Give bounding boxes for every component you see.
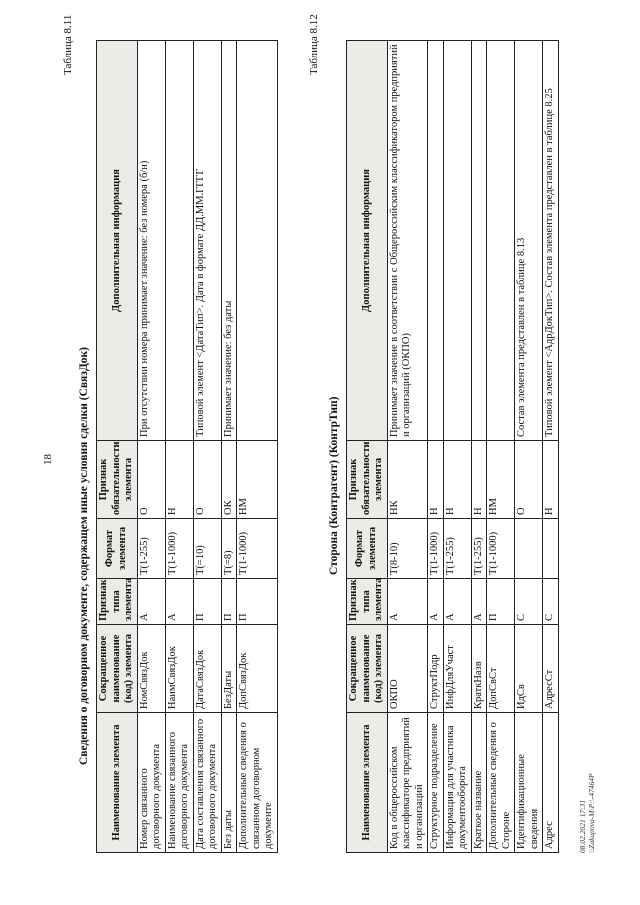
table-row	[165, 41, 193, 853]
table-row	[443, 41, 471, 853]
table-cell: Адрес	[543, 713, 559, 853]
table-cell: НаимСвязДок	[165, 625, 193, 713]
table2-title: Сторона (Контрагент) (КонтрТип)	[328, 396, 340, 575]
table-cell: Т(1-1000)	[165, 519, 193, 579]
table-cell: Без даты	[221, 713, 237, 853]
table-cell: Дополнительные сведения о Стороне	[487, 713, 515, 853]
table-cell: С	[515, 579, 543, 625]
page-number: 18	[42, 454, 54, 465]
table-cell	[443, 41, 471, 441]
table-cell	[428, 41, 444, 441]
table-cell: ОК	[221, 441, 237, 519]
table-cell: Т(1-255)	[443, 519, 471, 579]
table-row	[137, 41, 165, 853]
table-cell: С	[543, 579, 559, 625]
table-cell: НМ	[487, 441, 515, 519]
header-cell: Сокращенное наименование (код) элемента	[347, 625, 388, 713]
table-cell: Наименование связанного договорного документа	[165, 713, 193, 853]
table-cell: Идентификационные сведения	[515, 713, 543, 853]
table-row	[487, 41, 515, 853]
table-cell: Состав элемента представлен в таблице 8.13	[515, 41, 543, 441]
table-cell: О	[193, 441, 221, 519]
table-row	[221, 41, 237, 853]
table-cell: Структурное подразделение	[428, 713, 444, 853]
table-cell: Н	[165, 441, 193, 519]
table-cell: Н	[443, 441, 471, 519]
table-cell: НомСвязДок	[137, 625, 165, 713]
table-cell: При отсутствии номера принимает значение: без номера (б/н)	[137, 41, 165, 441]
file-footer	[578, 773, 596, 853]
table-row	[543, 41, 559, 853]
table-cell: Краткое название	[471, 713, 487, 853]
table-row	[193, 41, 221, 853]
header-cell: Признак типа элемента	[97, 579, 138, 625]
table-row	[471, 41, 487, 853]
table-cell: Н	[543, 441, 559, 519]
table-cell: Т(=10)	[193, 519, 221, 579]
table-cell: ИнфДляУчаст	[443, 625, 471, 713]
header-cell: Дополнительная информация	[347, 41, 388, 441]
table-cell	[165, 41, 193, 441]
table-header-row	[97, 41, 138, 853]
table-row	[515, 41, 543, 853]
table-cell: А	[443, 579, 471, 625]
table-cell: П	[237, 579, 278, 625]
table1-caption: Таблица 8.11	[62, 14, 74, 75]
table2	[346, 40, 559, 853]
table1	[96, 40, 278, 853]
table-cell: Типовой элемент <ДатаТип>. Дата в формате ДД.ММ.ГГГГ	[193, 41, 221, 441]
table-cell: Н	[471, 441, 487, 519]
header-cell: Сокращенное наименование (код) элемента	[97, 625, 138, 713]
table-cell: Т(1-1000)	[487, 519, 515, 579]
table-row	[387, 41, 428, 853]
table-cell	[487, 41, 515, 441]
table-cell: А	[165, 579, 193, 625]
header-cell: Наименование элемента	[347, 713, 388, 853]
table2-caption: Таблица 8.12	[308, 14, 320, 75]
table-cell: ДопСвязДок	[237, 625, 278, 713]
header-cell: Формат элемента	[97, 519, 138, 579]
table-cell: А	[428, 579, 444, 625]
table1-title: Сведения о договорном документе, содержащем иные условия сделки (СвязДок)	[78, 347, 90, 765]
header-cell: Признак обязательности элемента	[347, 441, 388, 519]
table-cell: СтруктПодр	[428, 625, 444, 713]
table-cell	[237, 41, 278, 441]
table-cell: Принимает значение: без даты	[221, 41, 237, 441]
table-cell: Дата составления связанного договорного документа	[193, 713, 221, 853]
table-cell: Принимает значение в соответствии с Общероссийским классификатором предприятий и организаций (ОКПО)	[387, 41, 428, 441]
table-cell: Т(1-255)	[471, 519, 487, 579]
header-cell: Наименование элемента	[97, 713, 138, 853]
table-cell: Т(1-1000)	[428, 519, 444, 579]
table-cell: Информация для участника документооборота	[443, 713, 471, 853]
table-cell: П	[221, 579, 237, 625]
footer-path: \\Zakupova-M\P:\-47464Р	[587, 773, 596, 853]
table-cell: А	[387, 579, 428, 625]
header-cell: Признак типа элемента	[347, 579, 388, 625]
table-cell: Т(1-1000)	[237, 519, 278, 579]
header-cell: Формат элемента	[347, 519, 388, 579]
footer-timestamp: 08.02.2021 17:31	[578, 799, 587, 853]
table-cell: Номер связанного договорного документа	[137, 713, 165, 853]
table-cell: А	[471, 579, 487, 625]
table-cell: КраткНазв	[471, 625, 487, 713]
table-cell	[471, 41, 487, 441]
table-cell: ДопСвСт	[487, 625, 515, 713]
table-row	[428, 41, 444, 853]
table-cell: Т(8-10)	[387, 519, 428, 579]
table-cell	[515, 519, 543, 579]
table-cell: П	[193, 579, 221, 625]
header-cell: Дополнительная информация	[97, 41, 138, 441]
table-cell: НК	[387, 441, 428, 519]
table-cell: А	[137, 579, 165, 625]
table-cell: ДатаСвязДок	[193, 625, 221, 713]
table-cell: ОКПО	[387, 625, 428, 713]
table-cell: АдресСт	[543, 625, 559, 713]
table-cell: Т(1-255)	[137, 519, 165, 579]
table-cell: П	[487, 579, 515, 625]
table-cell: НМ	[237, 441, 278, 519]
table-cell: Т(=8)	[221, 519, 237, 579]
table-cell: ИдСв	[515, 625, 543, 713]
table-row	[237, 41, 278, 853]
table-cell: Типовой элемент <АдрДокТип>. Состав элемента представлен в таблице 8.25	[543, 41, 559, 441]
table-cell: Дополнительные сведения о связанном договорном документе	[237, 713, 278, 853]
header-cell: Признак обязательности элемента	[97, 441, 138, 519]
table-cell: О	[137, 441, 165, 519]
table-cell	[543, 519, 559, 579]
table-header-row	[347, 41, 388, 853]
table-cell: Н	[428, 441, 444, 519]
table-cell: Код в общероссийском классификаторе предприятий и организаций	[387, 713, 428, 853]
table-cell: БезДаты	[221, 625, 237, 713]
table-cell: О	[515, 441, 543, 519]
